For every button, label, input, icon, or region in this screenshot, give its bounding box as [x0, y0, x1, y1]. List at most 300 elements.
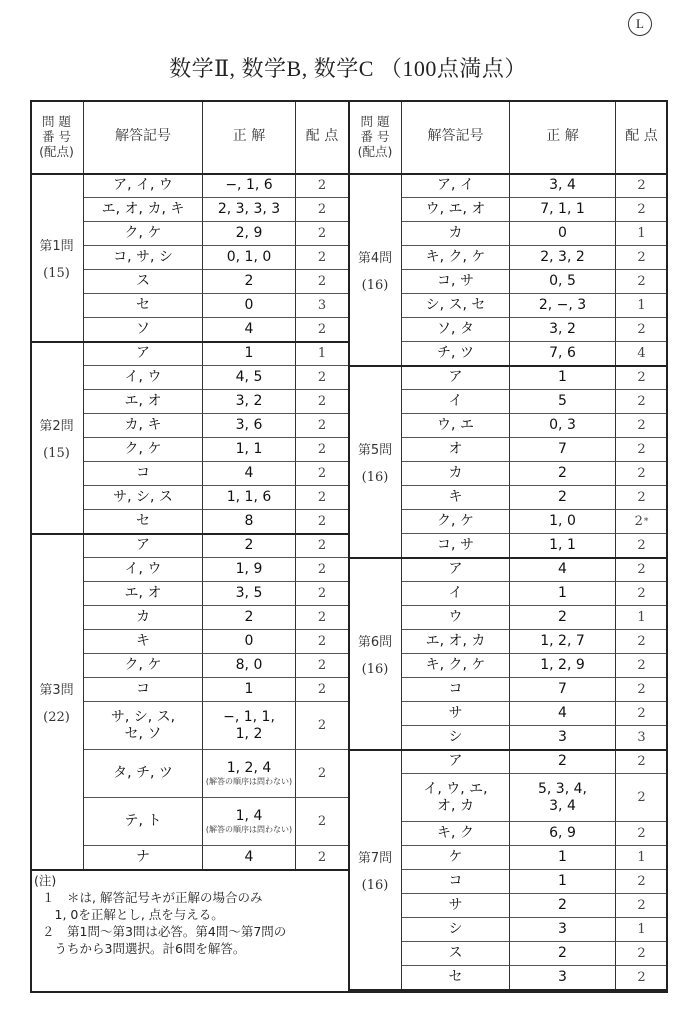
correct-answer-cell	[510, 654, 616, 678]
answer-symbol: キ, ク, ケ	[425, 657, 486, 673]
correct-answer-cell	[510, 702, 616, 726]
answer-symbol: チ, ツ	[437, 345, 474, 361]
correct-answer-cell	[203, 558, 296, 582]
question-total-points: (22)	[43, 709, 70, 725]
answer-symbol: ク, ケ	[124, 441, 162, 457]
points-value: 2	[317, 490, 327, 505]
points-value: 2	[317, 766, 327, 781]
answer-symbol-cell	[402, 318, 510, 342]
correct-answer-cell	[510, 606, 616, 630]
header-correct-answer	[203, 100, 296, 174]
answer-symbol: カ	[136, 609, 150, 625]
answer-symbol-cell	[402, 774, 510, 822]
points-value: 2	[637, 682, 646, 697]
points-cell	[616, 606, 668, 630]
points-value: 2	[317, 442, 327, 457]
answer-symbol: カ, キ	[124, 417, 162, 433]
header-question-line: 番 号	[42, 129, 71, 144]
correct-answer-cell	[510, 366, 616, 390]
question-label-cell	[30, 534, 84, 870]
correct-answer-cell	[203, 630, 296, 654]
points-cell	[296, 654, 349, 678]
answer-symbol-cell	[84, 318, 203, 342]
answer-symbol: ウ, エ	[437, 417, 474, 433]
answer-symbol: ク, ケ	[124, 225, 162, 241]
correct-answer-cell	[510, 630, 616, 654]
points-cell	[616, 558, 668, 582]
answer-symbol-cell	[402, 558, 510, 582]
header-question-line: (配点)	[357, 144, 393, 159]
answer-symbol-cell	[402, 270, 510, 294]
points-value: 2	[317, 418, 327, 433]
answer-symbol: オ, カ	[437, 797, 474, 814]
points-cell	[296, 318, 349, 342]
answer-order-note: (解答の順序は問わない)	[205, 777, 293, 786]
answer-symbol-cell	[84, 534, 203, 558]
header-question-line: 問 題	[42, 114, 71, 129]
answer-symbol: イ	[448, 393, 463, 409]
points-value: 1	[637, 850, 646, 865]
answer-symbol-cell	[402, 606, 510, 630]
points-value: 2	[317, 682, 327, 697]
points-cell	[616, 582, 668, 606]
answer-symbol: サ	[448, 705, 463, 721]
answer-symbol: エ, オ	[124, 393, 162, 409]
correct-answer: 3, 2	[235, 393, 263, 409]
points-cell	[616, 726, 668, 750]
correct-answer-cell	[203, 750, 296, 798]
answer-symbol: シ, ス, セ	[425, 297, 486, 313]
points-value: 2	[637, 442, 646, 457]
points-cell	[616, 654, 668, 678]
correct-answer: 0	[244, 297, 254, 313]
correct-answer: −, 1, 1,	[223, 708, 275, 725]
answer-symbol: ア	[448, 753, 463, 769]
correct-answer: 3, 4	[549, 177, 576, 193]
points-cell	[616, 774, 668, 822]
correct-answer-cell	[510, 870, 616, 894]
points-value: 2	[317, 466, 327, 481]
points-value: 2	[637, 370, 646, 385]
points-value: 4	[637, 346, 646, 361]
answer-symbol: コ, サ	[437, 273, 474, 289]
correct-answer-cell	[510, 438, 616, 462]
points-cell	[616, 870, 668, 894]
points-cell	[296, 246, 349, 270]
points-value: 2	[637, 634, 646, 649]
points-cell	[616, 630, 668, 654]
answer-symbol: キ	[448, 489, 463, 505]
correct-answer: 1, 4	[235, 808, 263, 824]
correct-answer: 1, 2, 4	[226, 760, 272, 776]
correct-answer: 0	[558, 225, 567, 241]
correct-answer: 1	[558, 369, 567, 385]
answer-symbol: ス	[136, 273, 150, 289]
answer-symbol-cell	[84, 654, 203, 678]
header-answer-symbol	[402, 100, 510, 174]
correct-answer: 2	[558, 945, 567, 961]
answer-symbol-cell	[402, 894, 510, 918]
correct-answer-cell	[203, 414, 296, 438]
header-question-number	[349, 100, 402, 174]
answer-symbol-cell	[402, 534, 510, 558]
points-cell	[296, 798, 349, 846]
answer-symbol: ア	[448, 369, 463, 385]
answer-symbol: ク, ケ	[437, 513, 474, 529]
answer-symbol: ア	[136, 345, 150, 361]
points-cell	[616, 438, 668, 462]
correct-answer-cell	[510, 390, 616, 414]
points-cell	[296, 846, 349, 870]
answer-symbol: セ	[136, 297, 150, 313]
correct-answer: 3, 4	[549, 797, 576, 814]
question-number: 第2問	[39, 418, 74, 434]
answer-symbol-cell	[84, 846, 203, 870]
correct-answer-cell	[203, 318, 296, 342]
answer-symbol-cell	[402, 222, 510, 246]
answer-symbol: コ, サ	[437, 537, 474, 553]
answer-symbol-cell	[402, 966, 510, 990]
correct-answer: 3	[558, 921, 567, 937]
answer-symbol: キ, ク	[437, 825, 474, 841]
answer-symbol-cell	[402, 846, 510, 870]
correct-answer-cell	[510, 222, 616, 246]
notes-heading: (注)	[34, 873, 57, 888]
points-value: 2	[317, 814, 327, 829]
correct-answer-cell	[203, 702, 296, 750]
correct-answer-cell	[203, 270, 296, 294]
answer-symbol: エ, オ, カ, キ	[101, 201, 185, 217]
points-cell	[296, 366, 349, 390]
answer-symbol: カ	[448, 225, 463, 241]
correct-answer-cell	[203, 342, 296, 366]
points-value: 2	[637, 706, 646, 721]
correct-answer: −, 1, 6	[225, 177, 273, 193]
points-cell	[616, 942, 668, 966]
correct-answer-cell	[510, 174, 616, 198]
answer-symbol: エ, オ	[124, 585, 162, 601]
correct-answer-cell	[510, 486, 616, 510]
answer-symbol-cell	[402, 294, 510, 318]
question-number: 第5問	[357, 442, 393, 458]
answer-symbol-cell	[84, 174, 203, 198]
points-cell	[296, 606, 349, 630]
correct-answer: 3, 6	[235, 417, 263, 433]
correct-answer: 0, 1, 0	[226, 249, 272, 265]
answer-symbol-cell	[402, 942, 510, 966]
points-cell	[296, 222, 349, 246]
answer-symbol: ウ, エ, オ	[425, 201, 486, 217]
points-value: 2	[317, 226, 327, 241]
correct-answer: 3, 5	[235, 585, 263, 601]
points-cell	[616, 342, 668, 366]
points-value: 2	[637, 790, 646, 805]
header-question-line: 問 題	[360, 114, 390, 129]
correct-answer: 5, 3, 4,	[538, 780, 587, 797]
points-cell	[296, 678, 349, 702]
correct-answer-cell	[203, 846, 296, 870]
correct-answer-cell	[510, 294, 616, 318]
answer-symbol-cell	[84, 582, 203, 606]
points-cell	[616, 462, 668, 486]
points-value: 2	[637, 250, 646, 265]
correct-answer: 2	[244, 537, 254, 553]
points-cell	[616, 534, 668, 558]
points-cell	[296, 582, 349, 606]
correct-answer-cell	[510, 774, 616, 822]
question-label-cell	[349, 174, 402, 366]
question-label-cell	[349, 366, 402, 558]
correct-answer-cell	[203, 246, 296, 270]
points-cell	[296, 486, 349, 510]
correct-answer: 4	[558, 705, 567, 721]
header-answer-symbol-label: 解答記号	[427, 128, 484, 144]
answer-symbol: コ	[448, 873, 463, 889]
correct-answer: 7	[558, 681, 567, 697]
points-value: 2	[317, 322, 327, 337]
points-value: 2	[637, 586, 646, 601]
points-cell	[296, 174, 349, 198]
points-value: 2	[637, 202, 646, 217]
points-cell	[296, 558, 349, 582]
answer-symbol: コ	[136, 681, 150, 697]
answer-symbol-cell	[402, 582, 510, 606]
answer-symbol-cell	[84, 342, 203, 366]
points-cell	[296, 750, 349, 798]
correct-answer: 7	[558, 441, 567, 457]
points-cell	[616, 846, 668, 870]
answer-symbol-cell	[402, 750, 510, 774]
points-value: 2	[317, 274, 327, 289]
answer-symbol-cell	[84, 630, 203, 654]
answer-symbol: イ, ウ	[124, 561, 162, 577]
correct-answer: 2, −, 3	[538, 297, 587, 313]
correct-answer-cell	[203, 390, 296, 414]
correct-answer-cell	[203, 798, 296, 846]
correct-answer: 0, 5	[549, 273, 576, 289]
correct-answer: 1, 2, 7	[540, 633, 585, 649]
points-cell	[616, 246, 668, 270]
correct-answer-cell	[510, 510, 616, 534]
points-cell	[616, 390, 668, 414]
answer-symbol: イ, ウ	[124, 369, 162, 385]
answer-symbol-cell	[402, 366, 510, 390]
answer-symbol: コ	[136, 465, 150, 481]
correct-answer: 3	[558, 969, 567, 985]
points-value: 1	[317, 346, 327, 361]
correct-answer: 1, 1, 6	[226, 489, 272, 505]
correct-answer: 4	[558, 561, 567, 577]
answer-symbol-cell	[84, 750, 203, 798]
answer-symbol-cell	[84, 270, 203, 294]
correct-answer: 1, 2, 9	[540, 657, 585, 673]
points-cell	[296, 294, 349, 318]
points-value: 2	[317, 538, 327, 553]
points-value: 2	[634, 514, 643, 529]
correct-answer-cell	[203, 198, 296, 222]
correct-answer-cell	[203, 438, 296, 462]
answer-symbol-cell	[84, 510, 203, 534]
points-value: 2	[317, 850, 327, 865]
header-points	[296, 100, 349, 174]
header-answer-symbol-label: 解答記号	[115, 128, 171, 144]
correct-answer-cell	[510, 918, 616, 942]
points-cell	[616, 678, 668, 702]
header-points-label: 配 点	[305, 128, 339, 144]
points-value: 2	[637, 178, 646, 193]
answer-symbol: イ	[448, 585, 463, 601]
correct-answer: 5	[558, 393, 567, 409]
question-total-points: (16)	[361, 877, 389, 893]
points-cell	[296, 462, 349, 486]
correct-answer: 2	[558, 753, 567, 769]
points-value: 1	[637, 226, 646, 241]
correct-answer-cell	[203, 606, 296, 630]
points-value: 2	[637, 562, 646, 577]
correct-answer-cell	[203, 222, 296, 246]
answer-symbol-cell	[402, 414, 510, 438]
question-total-points: (15)	[43, 445, 70, 461]
correct-answer: 0	[244, 633, 254, 649]
answer-symbol: ウ	[448, 609, 463, 625]
answer-symbol: シ	[448, 921, 463, 937]
correct-answer-cell	[203, 582, 296, 606]
points-cell	[616, 318, 668, 342]
answer-symbol-cell	[402, 246, 510, 270]
correct-answer-cell	[203, 678, 296, 702]
points-cell	[296, 702, 349, 750]
answer-symbol: ソ, タ	[437, 321, 474, 337]
correct-answer-cell	[510, 558, 616, 582]
correct-answer-cell	[510, 246, 616, 270]
answer-symbol-cell	[84, 558, 203, 582]
answer-symbol: ソ	[136, 321, 150, 337]
correct-answer: 1	[558, 849, 567, 865]
correct-answer: 1	[244, 345, 254, 361]
answer-symbol: ク, ケ	[124, 657, 162, 673]
answer-symbol: サ, シ, ス	[113, 489, 173, 505]
points-value: 2	[637, 874, 646, 889]
notes-box	[30, 870, 349, 993]
answer-symbol-cell	[402, 702, 510, 726]
answer-symbol: オ	[448, 441, 463, 457]
points-value: 2	[637, 754, 646, 769]
header-answer-symbol	[84, 100, 203, 174]
correct-answer-cell	[203, 654, 296, 678]
correct-answer: 1, 1	[549, 537, 576, 553]
points-value: 1	[637, 298, 646, 313]
answer-symbol: エ, オ, カ	[425, 633, 486, 649]
answer-symbol-cell	[402, 870, 510, 894]
points-value: 2	[637, 658, 646, 673]
answer-symbol-cell	[84, 246, 203, 270]
correct-answer-cell	[203, 486, 296, 510]
correct-answer: 2, 3, 3, 3	[217, 201, 281, 217]
points-value: 2	[317, 634, 327, 649]
answer-symbol: イ, ウ, エ,	[423, 780, 488, 797]
points-cell	[616, 198, 668, 222]
points-cell	[616, 918, 668, 942]
question-label-cell	[30, 342, 84, 534]
points-cell	[616, 822, 668, 846]
answer-symbol: コ	[448, 681, 463, 697]
header-correct-answer-label: 正 解	[232, 128, 266, 144]
question-number: 第4問	[357, 250, 393, 266]
question-number: 第1問	[39, 238, 74, 254]
points-value: 2	[637, 418, 646, 433]
correct-answer-cell	[510, 750, 616, 774]
answer-symbol-cell	[402, 390, 510, 414]
points-cell	[616, 510, 668, 534]
correct-answer-cell	[510, 414, 616, 438]
points-cell	[616, 894, 668, 918]
header-points	[616, 100, 668, 174]
answer-symbol: テ, ト	[124, 813, 162, 829]
answer-symbol-cell	[84, 390, 203, 414]
points-value: 2	[317, 202, 327, 217]
answer-symbol: キ	[136, 633, 150, 649]
correct-answer-cell	[203, 174, 296, 198]
answer-symbol: ア	[136, 537, 150, 553]
points-cell	[616, 750, 668, 774]
correct-answer-cell	[510, 942, 616, 966]
question-total-points: (16)	[361, 469, 389, 485]
answer-symbol-cell	[84, 294, 203, 318]
correct-answer: 1	[244, 681, 254, 697]
correct-answer: 2, 9	[235, 225, 263, 241]
points-cell	[616, 486, 668, 510]
correct-answer: 4, 5	[235, 369, 263, 385]
correct-answer: 2	[244, 273, 254, 289]
points-value: 3	[317, 298, 327, 313]
question-label-cell	[30, 174, 84, 342]
answer-symbol-cell	[402, 510, 510, 534]
answer-symbol-cell	[402, 630, 510, 654]
correct-answer: 2	[558, 489, 567, 505]
points-value: 2	[317, 178, 327, 193]
correct-answer: 3	[558, 729, 567, 745]
points-cell	[296, 198, 349, 222]
points-value: 3	[637, 730, 646, 745]
answer-symbol: ア	[448, 561, 463, 577]
correct-answer-cell	[203, 510, 296, 534]
answer-symbol: カ	[448, 465, 463, 481]
correct-answer: 8, 0	[235, 657, 263, 673]
answer-symbol-cell	[402, 726, 510, 750]
header-points-label: 配 点	[625, 128, 658, 144]
points-cell	[616, 414, 668, 438]
correct-answer: 7, 1, 1	[540, 201, 585, 217]
correct-answer-cell	[203, 534, 296, 558]
answer-order-note: (解答の順序は問わない)	[205, 825, 293, 834]
notes-line: うちから3問選択。計6問を解答。	[42, 941, 246, 956]
answer-symbol-cell	[84, 678, 203, 702]
answer-symbol: セ	[448, 969, 463, 985]
correct-answer-cell	[510, 966, 616, 990]
page-marker-badge: L	[628, 12, 652, 36]
points-cell	[296, 414, 349, 438]
points-value: 2	[637, 490, 646, 505]
points-value: 2	[317, 370, 327, 385]
answer-symbol: セ	[136, 513, 150, 529]
correct-answer-cell	[510, 846, 616, 870]
correct-answer: 2	[558, 465, 567, 481]
correct-answer: 3, 2	[549, 321, 576, 337]
correct-answer: 2, 3, 2	[540, 249, 585, 265]
correct-answer: 6, 9	[549, 825, 576, 841]
correct-answer: 4	[244, 321, 254, 337]
points-value: 2	[637, 466, 646, 481]
